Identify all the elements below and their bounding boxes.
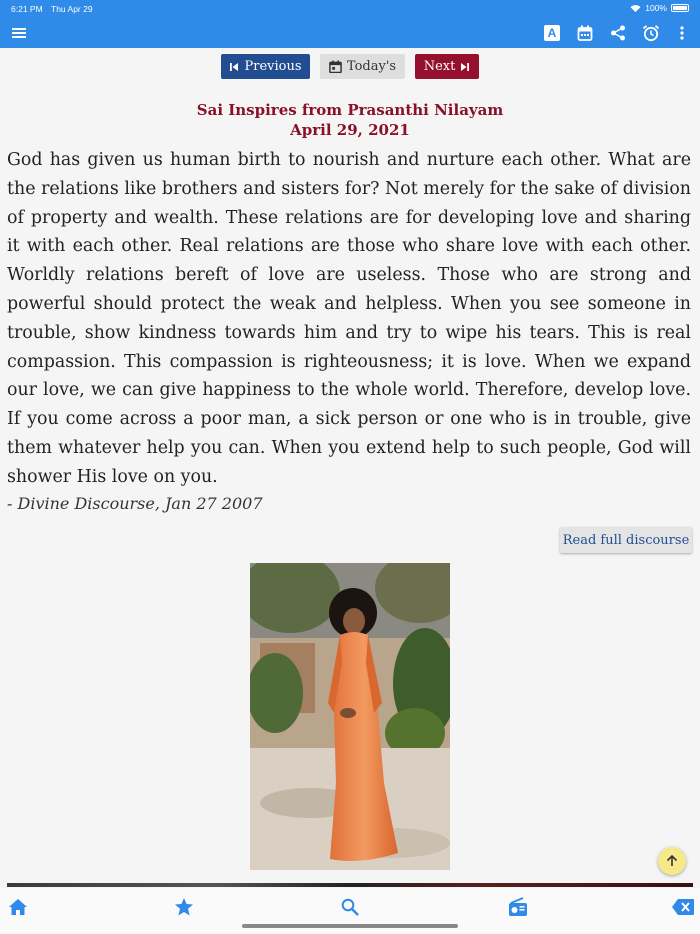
star-icon[interactable] — [171, 894, 197, 920]
app-bar — [0, 17, 700, 48]
today-button[interactable] — [320, 54, 405, 79]
font-size-letter: A — [544, 25, 560, 41]
photo — [250, 563, 450, 870]
previous-button[interactable] — [221, 54, 310, 79]
status-right — [630, 3, 689, 13]
alarm-icon[interactable] — [639, 21, 663, 45]
title-heading: Sai Inspires from Prasanthi Nilayam — [196, 101, 504, 119]
wifi-icon — [630, 4, 641, 13]
arrow-up-icon — [666, 855, 678, 867]
scroll-to-top-button[interactable] — [658, 847, 686, 875]
font-size-icon[interactable] — [540, 21, 564, 45]
calendar-today-icon — [329, 60, 342, 73]
battery-percent: 100% — [645, 3, 667, 13]
previous-label: Previous — [244, 59, 302, 74]
media-strip — [7, 883, 693, 887]
battery-icon — [671, 4, 689, 12]
next-label: Next — [423, 59, 456, 74]
skip-previous-icon — [229, 62, 239, 72]
menu-icon[interactable] — [7, 21, 31, 45]
status-bar — [0, 0, 700, 17]
next-button[interactable] — [415, 54, 479, 79]
page-title — [0, 100, 700, 140]
close-icon[interactable] — [670, 894, 696, 920]
title-date: April 29, 2021 — [290, 121, 410, 139]
bottom-tab-bar — [0, 888, 700, 934]
read-full-discourse-button[interactable]: Read full discourse — [560, 527, 692, 553]
today-label: Today's — [346, 59, 397, 74]
home-icon[interactable] — [5, 894, 31, 920]
radio-icon[interactable] — [505, 894, 531, 920]
status-time: 6:21 PM — [11, 4, 43, 14]
date-navigation — [0, 54, 700, 80]
more-vert-icon[interactable] — [670, 21, 694, 45]
calendar-icon[interactable] — [573, 21, 597, 45]
message-text: God has given us human birth to nourish and nurture each other. What are the relations like brothers and sisters for? Not merely for the sake of division of property and wealth. These relations are for developing love and sharing it with each other. Real relations are those who share love with each other. Worldly relations bereft of love are useless. Those who are strong and powerful should protect the weak and helpless. When you see someone in trouble, show kindness towards him and try to wipe his tears. This is real compassion. This compassion is righteousness; it is love. When we expand our love, we can give happiness to the whole world. Therefore, develop love. If you come across a poor man, a sick person or one who is in trouble, give them whatever help you can. When you extend help to such people, God will shower His love on you. — [7, 150, 691, 487]
share-icon[interactable] — [606, 21, 630, 45]
discourse-source: - Divine Discourse, Jan 27 2007 — [7, 494, 263, 513]
home-indicator — [242, 924, 458, 928]
skip-next-icon — [460, 62, 470, 72]
search-icon[interactable] — [337, 894, 363, 920]
status-date: Thu Apr 29 — [51, 4, 93, 14]
